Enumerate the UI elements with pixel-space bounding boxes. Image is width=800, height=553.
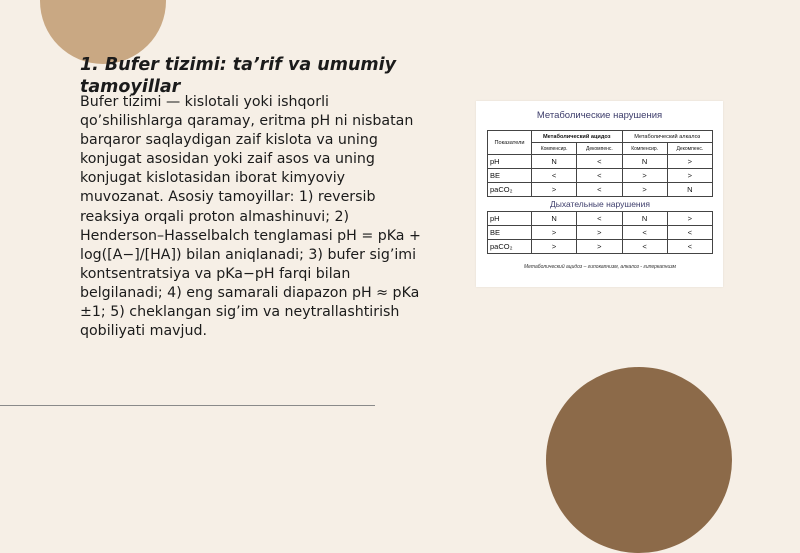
table-cell: N	[532, 155, 577, 169]
slide-title: 1. Bufer tizimi: ta’rif va umumiy tamoyillar	[80, 55, 397, 97]
table-cell: <	[577, 169, 622, 183]
row-label: pH	[488, 155, 532, 169]
table-cell: >	[667, 212, 712, 226]
table-cell: N	[622, 212, 667, 226]
table-row	[488, 183, 713, 197]
table-cell: >	[577, 226, 622, 240]
table-cell: >	[577, 240, 622, 254]
disorders-table	[487, 130, 713, 254]
decorative-circle-bottom	[546, 367, 732, 553]
table-row	[488, 226, 713, 240]
table-cell: <	[622, 240, 667, 254]
table-cell: <	[667, 226, 712, 240]
table-row	[488, 169, 713, 183]
header-indicator: Показатели	[488, 131, 532, 155]
table-cell: <	[577, 212, 622, 226]
table-cell: <	[577, 155, 622, 169]
table-cell: >	[622, 169, 667, 183]
table-row	[488, 240, 713, 254]
row-label: BE	[488, 226, 532, 240]
acid-base-disorders-table-image	[476, 101, 723, 287]
table-cell: N	[532, 212, 577, 226]
subheader-decomp: Декомпенс.	[667, 143, 712, 155]
header-alkalosis: Метаболический алкалоз	[622, 131, 713, 143]
subheader-comp: Компенсир.	[532, 143, 577, 155]
table-cell: <	[667, 240, 712, 254]
row-label: paCO₂	[488, 240, 532, 254]
section-title-row	[488, 197, 713, 212]
table-image-title: Метаболические нарушения	[536, 110, 663, 121]
table-cell: <	[577, 183, 622, 197]
subheader-comp: Компенсир.	[622, 143, 667, 155]
table-cell: <	[622, 226, 667, 240]
table-row	[488, 212, 713, 226]
row-label: paCO₂	[488, 183, 532, 197]
table-cell: N	[622, 155, 667, 169]
table-cell: >	[667, 169, 712, 183]
row-label: pH	[488, 212, 532, 226]
table-cell: >	[532, 240, 577, 254]
table-row	[488, 155, 713, 169]
subheader-decomp: Декомпенс.	[577, 143, 622, 155]
header-acidosis: Метаболический ацидоз	[532, 131, 623, 143]
table-cell: >	[532, 183, 577, 197]
table-cell: >	[667, 155, 712, 169]
table-cell: N	[667, 183, 712, 197]
table-footnote: Метаболический ацидоз – гипокапнизм, алкалоз - гиперкапнизм	[524, 264, 676, 270]
respiratory-section-title: Дыхательные нарушения	[550, 199, 650, 209]
slide-body-text: Bufer tizimi — kislotali yoki ishqorli qo’shilishlarga qaramay, eritma pH ni nisbatan barqaror saqlaydigan zaif kislota va uning konjugat asosidan yoki zaif asos va uning konjugat kislotasidan iborat kimyoviy muvozanat. Asosiy tamoyillar: 1) reversib reaksiya orqali proton almashinuvi; 2) Henderson–Hasselbalch tenglamasi pH = pKa + log([A−]/[HA]) bilan aniqlanadi; 3) bufer sig’imi kontsentratsiya va pKa−pH farqi bilan belgilanadi; 4) eng samarali diapazon pH ≈ pKa ±1; 5) cheklangan sig’im va neytrallashtirish qobiliyati mavjud.	[80, 94, 421, 340]
row-label: BE	[488, 169, 532, 183]
table-cell: >	[532, 226, 577, 240]
divider-line	[0, 405, 375, 406]
table-cell: >	[622, 183, 667, 197]
table-cell: <	[532, 169, 577, 183]
table-header-row	[488, 131, 713, 143]
